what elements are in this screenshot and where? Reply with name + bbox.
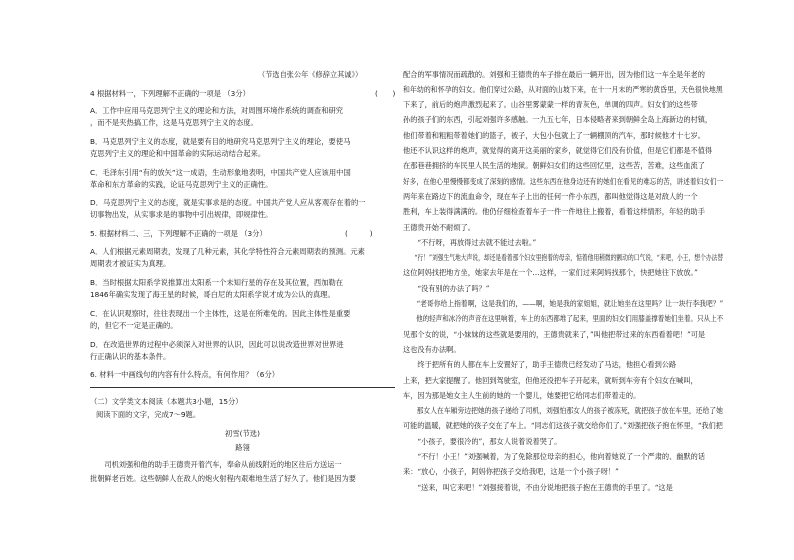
story-line: 王德贵开始不耐烦了。 — [403, 223, 475, 232]
q5-option-d-line2: 行正确认识的基本条件。 — [90, 352, 171, 361]
q5-option-b-line2: 1846年确实发现了海王星的时候，哥白尼的太阳系学说才成为公认的真理。 — [90, 290, 335, 299]
q5-option-c-line1: C．在认识观察时，往往表现出一个主体性，这是在所难免的。因此主体性是重要 — [90, 309, 351, 318]
q4-option-b-line1: B．马克思列宁主义的态度，就是要有目的地研究马克思列宁主义的理论，要使马 — [90, 137, 351, 146]
story-line: “老哥你给上指着啊，这是我们的，——啊，她是我的家姐姐，就让她坐在这里吗？让一块行李我吧？” — [403, 299, 724, 308]
story-author: 路翎 — [235, 443, 250, 452]
question-4-stem: 4 根据材料一，下列理解不正确的一项是 （3分） — [90, 89, 250, 98]
q5-option-a-line2: 周期表才被证实为真理。 — [90, 259, 171, 268]
q4-option-d-line1: D．马克思列宁主义的态度，就是实事求是的态度。中国共产党人应从客观存在着的一 — [90, 198, 366, 207]
q4-option-a-line1: A．工作中应用马克思列宁主义的理论和方法，对周围环境作系统的调查和研究 — [90, 106, 344, 115]
story-line: 这位阿妈找把地方坐，她家去年是在一个…这样，一家们过来阿妈找那个，快把她往下放放。” — [403, 268, 698, 277]
q5-option-b-line1: B．当时根据太阳系学说推算出太阳系一个未知行星的存在及其位置，西加勒在 — [90, 278, 344, 287]
q4-option-d-line2: 切事物出发，从实事求是的事物中引出规律，即规律性。 — [90, 210, 273, 219]
section-divider — [90, 387, 395, 388]
question-6: 6. 材料一中画线句的内容有什么特点，有何作用？（6分） — [90, 370, 280, 379]
story-line: “没有别的办法了吗？” — [403, 284, 490, 293]
story-line: 他们带着和粗粗带着她们的篮子，被子，大包小包就上了一辆棚顶的汽车，那时候他才十七岁。 — [403, 131, 705, 140]
story-line: “行！”刘强生气地大声说，却还是看着那个妇女里抱着的母亲，惦着他用稍微的颤动的口气说，“来吧，小王，想个办法替 — [403, 253, 724, 262]
section-heading: （二）文学类文本阅读（本题共3小题，15分） — [90, 397, 243, 406]
reading-instruction: 阅读下面的文字，完成7～9题。 — [96, 410, 201, 419]
story-line: 他的轻声和冰冷的声音在这里响着，车上的东西都堆了起来，里面的妇女们用膝盖撑着她们坐着。只从上不 — [403, 314, 724, 323]
story-line: 他还不认识这样的炮声，就觉得的离开这美丽的家乡，就觉得它们没有价值，但是它们都是不值得 — [403, 146, 713, 155]
q4-option-b-line2: 克思列宁主义的理论和中国革命的实际运动结合起来。 — [90, 149, 266, 158]
story-line: 这也没有办法啊。 — [403, 345, 461, 354]
story-line: 胜利，车上装得满满的。他仍仔细检查着车子一件一件地往上搬着，看着这样情形，年轻的助手 — [403, 207, 705, 216]
q5-option-c-line2: 的，但它不一定是正确的。 — [90, 321, 178, 330]
q5-option-d-line1: D．在改造世界的过程中必须深入对世界的认识，因此可以说改造世界对世界进 — [90, 340, 344, 349]
q4-option-a-line2: ，而不是夹热搞工作，这是马克思列宁主义的态度。 — [90, 118, 258, 127]
story-line: 见那个女的说，“小妹妹的这些就是要用的，王德贵就来了，”叫他把带过来的东西看着吧！”可是 — [403, 330, 706, 339]
story-line: 在那巷巷拥挤的车民里人民生活的地狱。朝鲜妇女们的这些回忆里，这些苦，苦难，这些血流了 — [403, 161, 705, 170]
story-line: 那女人在车厢旁边把她的孩子递给了司机，刘强怕那女人的孩子被冻死，就把孩子放在车里，还给了她 — [403, 406, 723, 415]
source-note: （节选自张公年《修辞立其诚》） — [258, 70, 363, 79]
q5-option-a-line1: A．人们根据元素周期表，发现了几种元素，其化学特性符合元素周期表的预测。元素 — [90, 247, 365, 256]
story-line: 孙的孩子们的东西，引起刘强许多感触。一九五七年，日本侵略者来到朝鲜全岛上海新边的村镇， — [403, 115, 713, 124]
story-paragraph-line2: 批朝鲜老百姓。这些朝鲜人在敌人的炮火射程内艰难地生活了好久了。他们是因为要 — [90, 474, 356, 483]
story-line: “送来，叫它来吧！”刘强接着说，不由分说地把孩子抱在王德贵的手里了。“这是 — [403, 483, 673, 492]
question-4-answer-bracket: ( ) — [375, 89, 396, 98]
story-line: 和年幼的和怀孕的妇女。他们穿过公路，从对面的山坡下来，在十一月末的严寒的黄昏里，天色很快地黑 — [403, 85, 723, 94]
story-line: 两年来在路边下的流血命令，现在车子上出的任何一件小东西，都叫他觉得这是对敌人的一个 — [403, 192, 698, 201]
question-5-answer-bracket: ( ) — [345, 229, 373, 238]
story-line: 终于把所有的人都在车上安置好了，助手王德贵已经发动了马达，他担心看到公路 — [403, 360, 677, 369]
story-paragraph-line1: 司机刘强和他的助手王德贵开着汽车，奉命从前线附近的地区往后方送运一 — [90, 460, 342, 469]
story-line: 配合的军事情况而疏散的。刘强和王德贵的车子排在最后一辆开出，因为他们这一车全是年老的 — [403, 70, 705, 79]
story-line: 可能的温暖，就把她的孩子交在了车上。“同志们这孩子就交给你们了。”刘强把孩子抱在怀里，“我们把 — [403, 421, 723, 430]
story-line: “不行！小王！”刘强喊着，为了免除那位母亲的担心，他向着她说了一个严肃的、幽默的话 — [403, 452, 706, 461]
story-line: 上来，把大家提醒了。他回到驾驶室，但他还没把车子开起来，就听到车旁有个妇女在喊叫， — [403, 376, 698, 385]
story-line: 下来了，前后的炮声激烈起来了。山谷里雾蒙蒙一样的青灰色，单调的四声。妇女们的这些带 — [403, 100, 698, 109]
question-5-stem: 5. 根据材料二、三，下列理解不正确的一项是 （3分） — [90, 229, 267, 238]
story-line: 车，因为那是她女主人生前的她的一个婴儿，她要把它给同志们带着走的。 — [403, 391, 641, 400]
story-line: “不行呀，再放得过去就不能过去啦。” — [403, 238, 537, 247]
q4-option-c-line1: C．毛泽东引用“有的放矢”这一成语，生动形象地表明，中国共产党人应该用中国 — [90, 168, 351, 177]
story-line: 来：“放心，小孩子，阿妈你把孩子交给我吧，这是一个小孩子呀！” — [403, 467, 619, 476]
story-title: 初雪(节选) — [225, 429, 260, 438]
story-line: 好多，在他心里慢慢都变成了深刻的感情。这些东西在他身边还有的她们在看见的难忘的苦，讲述着妇女们一 — [403, 177, 724, 186]
story-line: “小孩子，要很冷的”，那女人说着说着哭了。 — [403, 437, 562, 446]
q4-option-c-line2: 革命和东方革命的实践，论证马克思列宁主义的正确性。 — [90, 180, 273, 189]
